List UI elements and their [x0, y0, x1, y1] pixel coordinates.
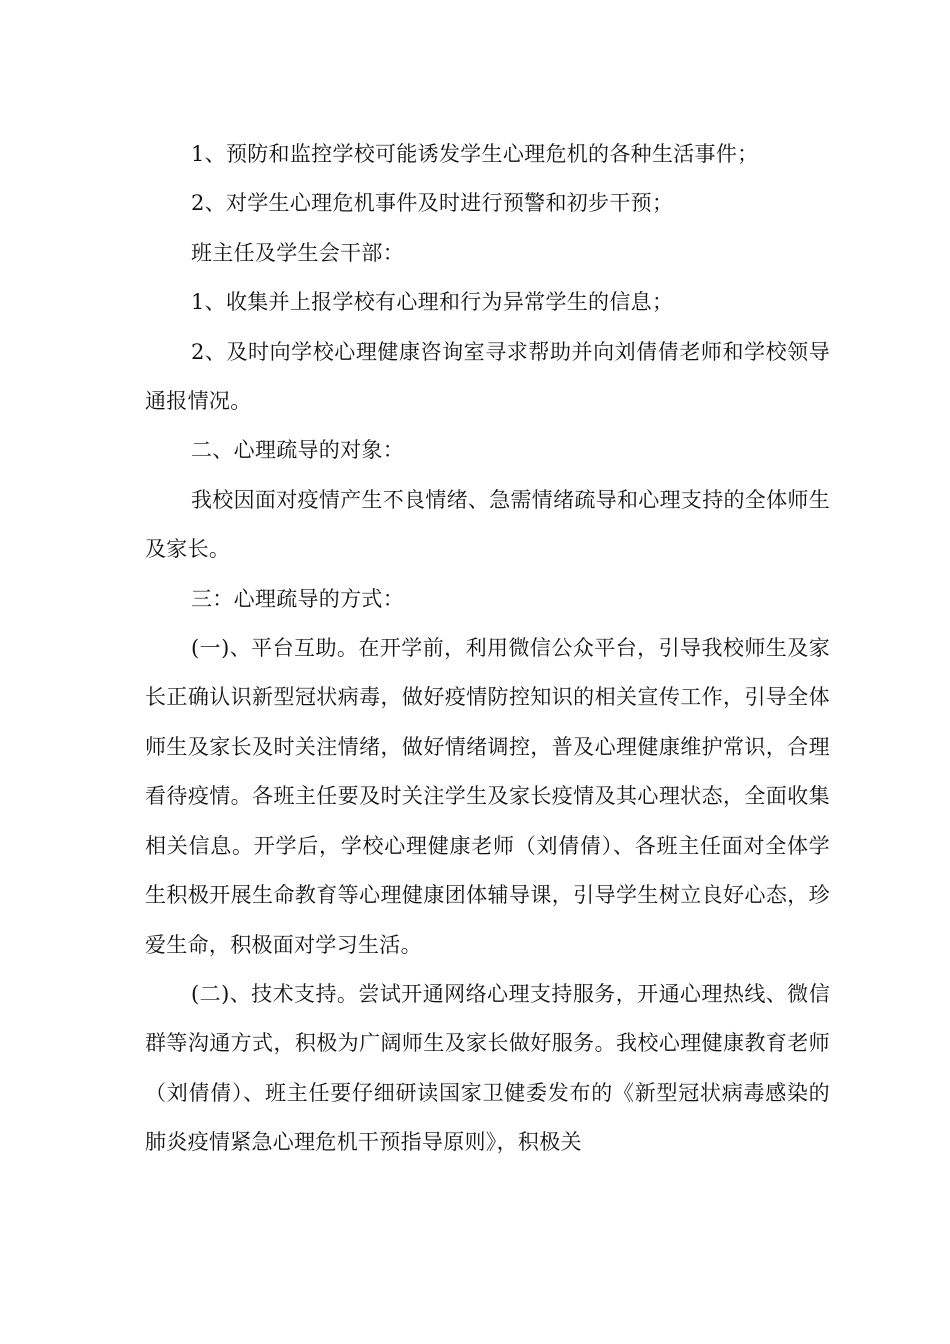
- paragraph-duty-1: 1、预防和监控学校可能诱发学生心理危机的各种生活事件；: [191, 142, 759, 166]
- paragraph-class-duty-2: 2、及时向学校心理健康咨询室寻求帮助并向刘倩倩老师和学校领导通报情况。: [145, 339, 830, 414]
- section-heading-methods: 三：心理疏导的方式：: [191, 586, 404, 611]
- section-heading-targets: 二、心理疏导的对象：: [191, 438, 404, 463]
- paragraph-targets: 我校因面对疫情产生不良情绪、急需情绪疏导和心理支持的全体师生及家长。: [145, 487, 830, 562]
- paragraph-method-technical: (二)、技术支持。尝试开通网络心理支持服务，开通心理热线、微信群等沟通方式，积极为广阔师生及家长做好服务。我校心理健康教育老师（刘倩倩）、班主任要仔细研读国家卫健委发布的《新型冠状病毒感染的肺炎疫情紧急心理危机干预指导原则》，积极关: [145, 981, 830, 1155]
- paragraph-method-platform: (一)、平台互助。在开学前，利用微信公众平台，引导我校师生及家长正确认识新型冠状病毒，做好疫情防控知识的相关宣传工作，引导全体师生及家长及时关注情绪，做好情绪调控，普及心理健康维护常识，合理看待疫情。各班主任要及时关注学生及家长疫情及其心理状态，全面收集相关信息。开学后，学校心理健康老师（刘倩倩）、各班主任面对全体学生积极开展生命教育等心理健康团体辅导课，引导学生树立良好心态，珍爱生命，积极面对学习生活。: [145, 636, 830, 957]
- paragraph-duty-2: 2、对学生心理危机事件及时进行预警和初步干预；: [191, 191, 674, 216]
- document-body: [145, 130, 830, 1168]
- paragraph-class-duty-1: 1、收集并上报学校有心理和行为异常学生的信息；: [191, 290, 674, 315]
- paragraph-heading-class-teachers: 班主任及学生会干部：: [191, 240, 404, 265]
